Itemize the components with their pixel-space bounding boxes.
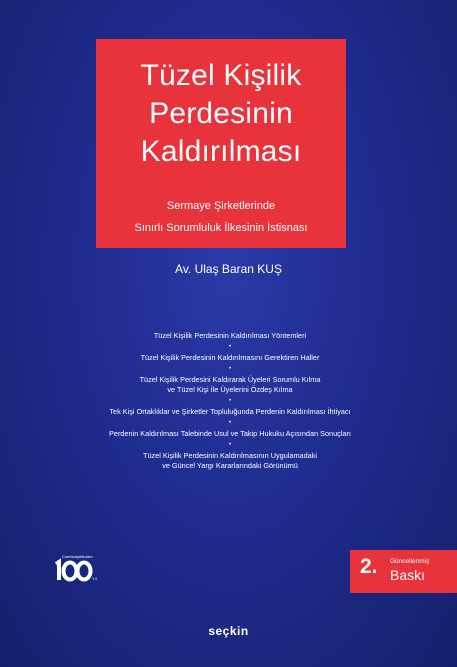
book-title	[96, 57, 346, 171]
bullet-separator: •	[228, 366, 232, 372]
title-box	[96, 39, 346, 248]
anniversary-small-text: Cumhuriyetimizin	[62, 554, 93, 559]
anniversary-suffix: Yıl	[92, 576, 97, 581]
topic-list	[70, 331, 390, 471]
anniversary-100-logo	[48, 552, 100, 586]
topic-item: Tüzel Kişilik Perdesini Kaldırarak Üyeleri Sorumlu Kılma	[139, 375, 321, 384]
author-name: Av. Ulaş Baran KUŞ	[175, 262, 282, 276]
edition-label-small: Güncellenmiş	[390, 558, 430, 565]
title-line: Perdesinin	[149, 97, 293, 130]
subtitle-line: Sınırlı Sorumluluk İlkesinin İstisnası	[134, 222, 308, 234]
topic-item: Tek Kişi Ortaklıklar ve Şirketler Topluluğunda Perdenin Kaldırılması İhtiyacı	[109, 407, 351, 416]
bullet-separator: •	[228, 398, 232, 404]
edition-badge	[350, 550, 457, 593]
topic-item: Tüzel Kişilik Perdesinin Kaldırılmasının Uygulamadaki	[143, 451, 317, 460]
edition-number: 2.	[360, 555, 378, 578]
title-line: Tüzel Kişilik	[140, 59, 302, 92]
bullet-separator: •	[228, 420, 232, 426]
topic-item: Perdenin Kaldırılması Talebinde Usul ve Takip Hukuku Açısından Sonuçları	[109, 429, 351, 438]
publisher-logo: seçkin	[208, 624, 249, 638]
subtitle-line: Sermaye Şirketlerinde	[166, 200, 276, 212]
topic-item: Tüzel Kişilik Perdesinin Kaldırılmasını Gerektiren Haller	[140, 353, 320, 362]
title-line: Kaldırılması	[140, 135, 302, 168]
anniversary-zero-glyph	[64, 563, 77, 580]
bullet-separator: •	[228, 344, 232, 350]
topic-item: ve Güncel Yargı Kararlarındaki Görünümü	[162, 461, 298, 470]
book-subtitle	[96, 195, 346, 239]
anniversary-one-glyph	[56, 562, 59, 580]
edition-label: Baskı	[390, 567, 426, 583]
anniversary-zero-glyph	[78, 563, 91, 580]
bullet-separator: •	[228, 442, 232, 448]
topic-item: ve Tüzel Kişi İle Üyelerini Özdeş Kılma	[167, 385, 293, 394]
topic-item: Tüzel Kişilik Perdesinin Kaldırılması Yöntemleri	[153, 331, 307, 340]
